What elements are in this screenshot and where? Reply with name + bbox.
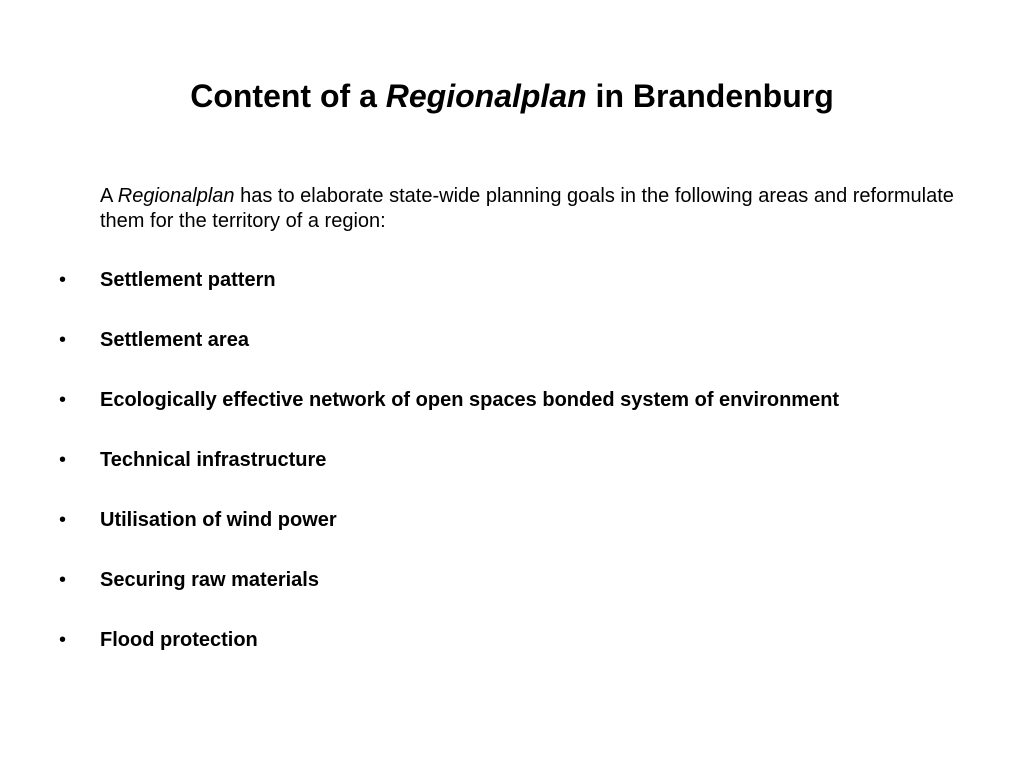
bullet-list xyxy=(0,268,1024,688)
bullet-icon: • xyxy=(59,629,67,651)
intro-lead: A xyxy=(100,185,118,207)
bullet-text: Technical infrastructure xyxy=(100,449,327,471)
bullet-text: Flood protection xyxy=(100,629,258,651)
title-italic-term: Regionalplan xyxy=(385,78,587,114)
list-item xyxy=(0,328,1024,388)
slide-title xyxy=(0,74,1024,118)
list-item xyxy=(0,628,1024,688)
bullet-text: Ecologically effective network of open spaces bonded system of environment xyxy=(100,389,840,411)
bullet-text: Utilisation of wind power xyxy=(100,509,337,531)
list-item xyxy=(0,388,1024,448)
list-item xyxy=(0,568,1024,628)
bullet-icon: • xyxy=(59,329,67,351)
intro-paragraph xyxy=(100,184,980,234)
bullet-icon: • xyxy=(59,509,67,531)
intro-italic-term: Regionalplan xyxy=(117,185,235,207)
bullet-icon: • xyxy=(59,269,67,291)
bullet-icon: • xyxy=(59,389,67,411)
bullet-icon: • xyxy=(59,569,67,591)
bullet-text: Securing raw materials xyxy=(100,569,319,591)
bullet-text: Settlement area xyxy=(100,329,249,351)
title-part-1: Content of a xyxy=(190,78,386,114)
bullet-icon: • xyxy=(59,449,67,471)
title-part-3: in Brandenburg xyxy=(586,78,834,114)
list-item xyxy=(0,268,1024,328)
list-item xyxy=(0,448,1024,508)
list-item xyxy=(0,508,1024,568)
bullet-text: Settlement pattern xyxy=(100,269,276,291)
intro-rest: has to elaborate state-wide planning goals in the following areas and reformulate them for the territory of a region: xyxy=(100,185,954,232)
